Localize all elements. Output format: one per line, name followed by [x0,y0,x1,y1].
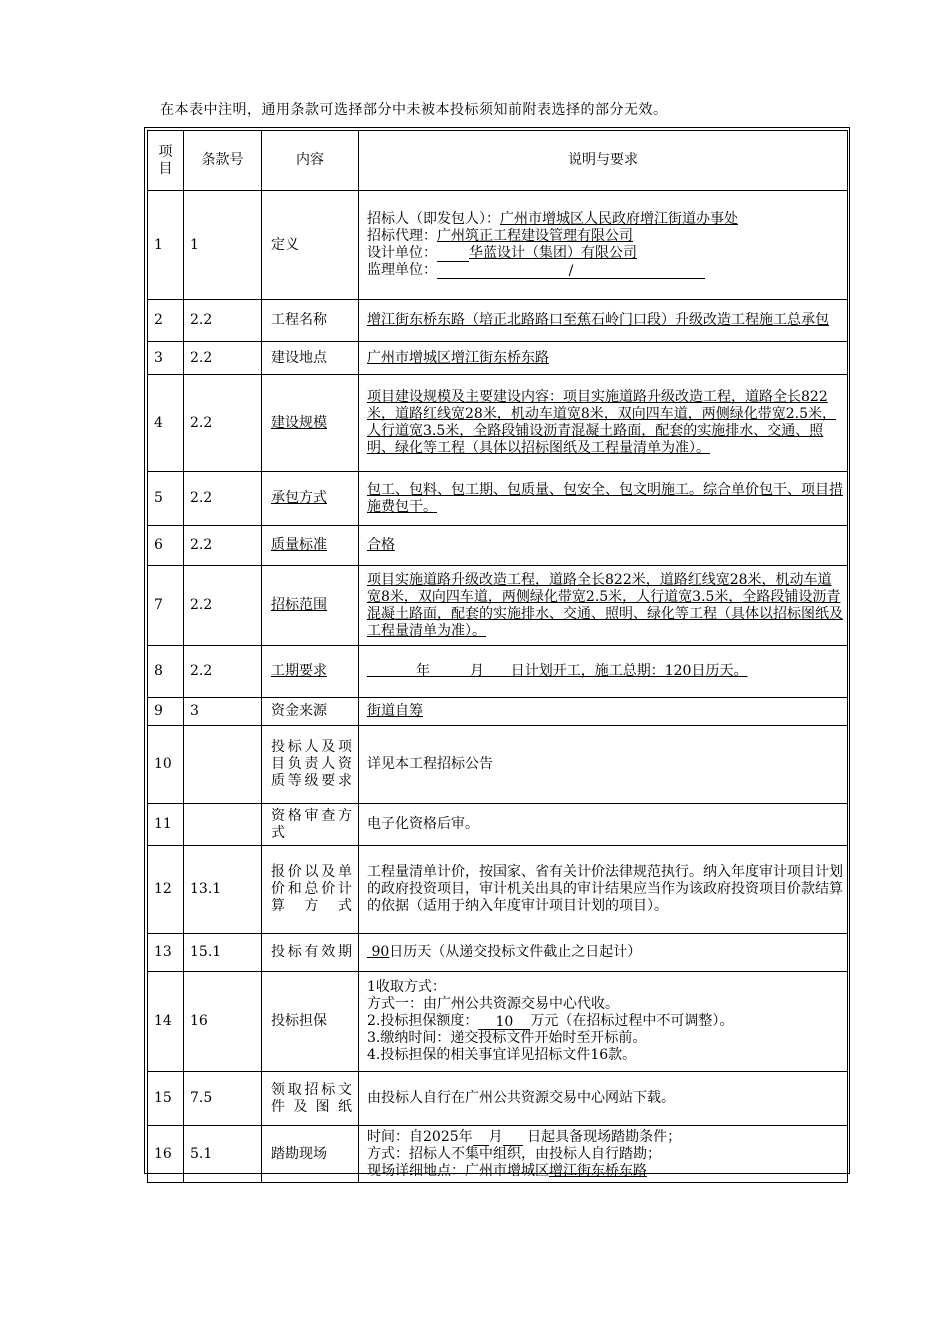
intro-note: 在本表中注明，通用条款可选择部分中未被本投标须知前附表选择的部分无效。 [160,102,668,118]
description: 包工、包料、包工期、包质量、包安全、包文明施工。综合单价包干、项目措施费包干。 [359,472,848,526]
table-row [148,646,848,698]
guarantee-line-4: 3.缴纳时间：递交投标文件开始时至开标前。 [367,1030,647,1046]
year-label: 年 [415,663,430,679]
row-number: 15 [148,1072,184,1126]
clause-number: 2.2 [184,375,262,472]
description: 项目建设规模及主要建设内容：项目实施道路升级改造工程，道路全长822米，道路红线宽28米，机动车道宽8米，双向四车道，两侧绿化带宽2.5米，人行道宽3.5米，全路段铺设沥青混凝土路面，配套的实施排水、交通、照明、绿化等工程（具体以招标图纸及工程量清单为准）。 [359,375,848,472]
description [359,972,848,1072]
description [359,1126,848,1183]
row-number: 12 [148,846,184,934]
header-content: 内容 [262,131,359,191]
content-label: 资金来源 [262,698,359,726]
content-label: 招标范围 [262,566,359,646]
description: 电子化资格后审。 [359,804,848,846]
tenderer-value: 广州市增城区人民政府增江街道办事处 [500,211,738,227]
table-row [148,804,848,846]
clause-number [184,804,262,846]
description: 由投标人自行在广州公共资源交易中心网站下载。 [359,1072,848,1126]
clause-number: 13.1 [184,846,262,934]
table-row [148,526,848,566]
tenderer-label: 招标人（即发包人）： [367,211,500,227]
content-label: 质量标准 [262,526,359,566]
survey-location-value: 增江街东桥东路 [549,1162,647,1179]
table-row [148,375,848,472]
table-row [148,342,848,375]
clause-number: 1 [184,191,262,300]
row-number: 14 [148,972,184,1072]
content-label: 定义 [262,191,359,300]
content-label: 投标担保 [262,972,359,1072]
bid-notice-table [147,130,848,1183]
row-number: 11 [148,804,184,846]
agent-value: 广州筑正工程建设管理有限公司 [437,228,633,244]
clause-number: 2.2 [184,526,262,566]
clause-number: 15.1 [184,934,262,972]
content-label: 建设规模 [262,375,359,472]
validity-days: 90 [371,944,390,960]
table-row [148,726,848,804]
clause-number: 2.2 [184,646,262,698]
clause-number: 2.2 [184,566,262,646]
designer-value: 华蓝设计（集团）有限公司 [469,245,637,261]
supervisor-label: 监理单位： [367,262,437,278]
table-header-row [148,131,848,191]
row-number: 9 [148,698,184,726]
description: 增江街东桥东路（培正北路路口至蕉石岭门口段）升级改造工程施工总承包 [359,300,848,342]
clause-number [184,726,262,804]
survey-time-rest: 日起具备现场踏勘条件； [527,1128,682,1145]
content-label: 报价以及单价和总价计算方式 [262,846,359,934]
table-row [148,698,848,726]
clause-number: 7.5 [184,1072,262,1126]
description [359,646,848,698]
row-number: 16 [148,1126,184,1183]
table-row [148,300,848,342]
content-label: 投标人及项目负责人资质等级要求 [262,726,359,804]
row-number: 1 [148,191,184,300]
content-label: 投标有效期 [262,934,359,972]
survey-month-label: 月 [488,1128,503,1145]
table-row [148,972,848,1072]
supervisor-value: / [437,263,705,279]
header-item: 项目 [148,131,184,191]
clause-number: 5.1 [184,1126,262,1183]
guarantee-line-1: 1收取方式： [367,979,446,995]
guarantee-line-2: 方式一：由广州公共资源交易中心代收。 [367,996,619,1012]
content-label: 资格审查方式 [262,804,359,846]
description [359,934,848,972]
content-label: 领取招标文件及图纸 [262,1072,359,1126]
row-number: 3 [148,342,184,375]
description: 广州市增城区增江街东桥东路 [359,342,848,375]
content-label: 工程名称 [262,300,359,342]
description: 街道自筹 [359,698,848,726]
clause-number: 2.2 [184,342,262,375]
table-row [148,1126,848,1183]
clause-number: 3 [184,698,262,726]
description: 详见本工程招标公告 [359,726,848,804]
clause-number: 2.2 [184,472,262,526]
row-number: 6 [148,526,184,566]
content-label: 踏勘现场 [262,1126,359,1183]
row-number: 2 [148,300,184,342]
survey-time-label: 时间：自2025年 [367,1128,473,1145]
description: 合格 [359,526,848,566]
content-label: 工期要求 [262,646,359,698]
content-label: 承包方式 [262,472,359,526]
guarantee-line-5: 4.投标担保的相关事宜详见招标文件16款。 [367,1047,637,1063]
agent-label: 招标代理： [367,228,437,244]
row-number: 7 [148,566,184,646]
row-number: 8 [148,646,184,698]
designer-label: 设计单位： [367,245,437,261]
clause-number: 16 [184,972,262,1072]
clause-number: 2.2 [184,300,262,342]
description [359,191,848,300]
month-label: 月 [470,663,485,679]
table-row [148,566,848,646]
content-label: 建设地点 [262,342,359,375]
table-row [148,934,848,972]
table-row [148,1072,848,1126]
table-row [148,472,848,526]
guarantee-amount-label: 2.投标担保额度： [367,1013,479,1029]
header-desc: 说明与要求 [359,131,848,191]
table-row [148,846,848,934]
row-number: 13 [148,934,184,972]
survey-method: 方式：招标人不集中组织，由投标人自行踏勘； [367,1145,661,1162]
blank-line [437,246,469,262]
row-number: 4 [148,375,184,472]
header-clause: 条款号 [184,131,262,191]
blank-line [473,1130,489,1146]
guarantee-amount-unit: 万元（在招标过程中不可调整）。 [530,1013,734,1029]
row-number: 5 [148,472,184,526]
description: 工程量清单计价，按国家、省有关计价法律规范执行。纳入年度审计项目计划的政府投资项目，审计机关出具的审计结果应当作为该政府投资项目价款结算的依据（适用于纳入年度审计项目计划的项目）。 [359,846,848,934]
row-number: 10 [148,726,184,804]
survey-location-label: 现场详细地点：广州市增城区 [367,1162,549,1179]
guarantee-amount-value: 10 [478,1014,530,1030]
table-row [148,191,848,300]
schedule-text: 日计划开工，施工总期：120日历天。 [510,663,748,679]
validity-text: 日历天（从递交投标文件截止之日起计） [389,944,642,960]
description: 项目实施道路升级改造工程，道路全长822米，道路红线宽28米，机动车道宽8米，双向四车道，两侧绿化带宽2.5米，人行道宽3.5米，全路段铺设沥青混凝土路面，配套的实施排水、交通、照明、绿化等工程（具体以招标图纸及工程量清单为准）。 [359,566,848,646]
blank-line [503,1130,523,1146]
